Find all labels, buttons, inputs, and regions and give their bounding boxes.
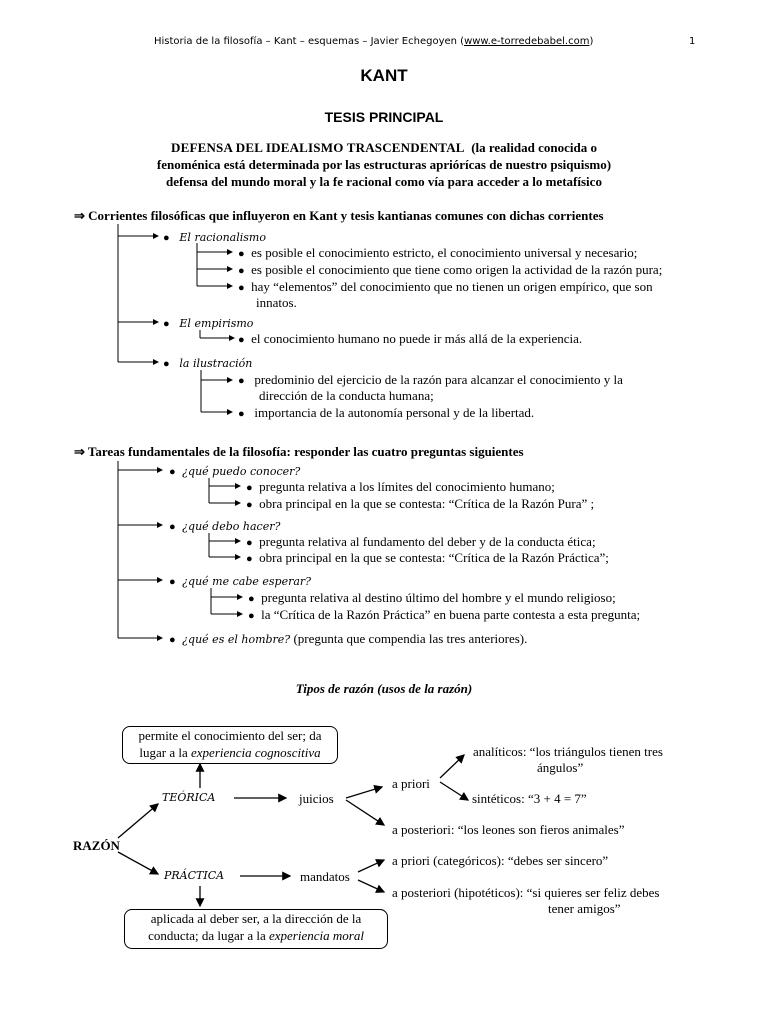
- list-item: ● predominio del ejercicio de la razón para alcanzar el conocimiento y la: [238, 372, 623, 387]
- page-title: KANT: [360, 66, 408, 85]
- root-node: RAZÓN: [73, 838, 120, 853]
- thesis-line-1-rest: (la realidad conocida o: [471, 140, 597, 155]
- hypothetical-node-continuation: tener amigos”: [548, 901, 621, 916]
- group-name: El racionalismo: [179, 231, 266, 244]
- analytic-node-continuation: ángulos”: [537, 760, 584, 775]
- page-number: 1: [689, 36, 696, 47]
- box-line-1: aplicada al deber ser, a la dirección de la: [150, 911, 362, 926]
- group-name: El empirismo: [179, 317, 254, 330]
- practical-node: PRÁCTICA: [164, 869, 225, 882]
- group-name: la ilustración: [179, 357, 253, 370]
- question-text: ¿qué debo hacer?: [182, 520, 281, 533]
- section-2-heading-text: Tareas fundamentales de la filosofía: responder las cuatro preguntas siguientes: [87, 444, 524, 459]
- section-1-heading-text: Corrientes filosóficas que influyeron en Kant y tesis kantianas comunes con dichas corrientes: [88, 208, 604, 223]
- implies-arrow-icon: ⇒: [74, 208, 85, 223]
- list-item: ● obra principal en la que se contesta: “Crítica de la Razón Práctica”;: [246, 550, 609, 565]
- synthetic-node: sintéticos: “3 + 4 = 7”: [472, 791, 587, 806]
- list-item: ● es posible el conocimiento estricto, el conocimiento universal y necesario;: [238, 245, 638, 260]
- box-line-1: permite el conocimiento del ser; da: [138, 728, 322, 743]
- list-item: ● la “Crítica de la Razón Práctica” en buena parte contesta a esta pregunta;: [248, 607, 641, 622]
- list-item: ● es posible el conocimiento que tiene como origen la actividad de la razón pura;: [238, 262, 663, 277]
- list-item-continuation: dirección de la conducta humana;: [259, 388, 434, 403]
- list-item: ● pregunta relativa al fundamento del deber y de la conducta ética;: [246, 534, 596, 549]
- list-item: ● obra principal en la que se contesta: “Crítica de la Razón Pura” ;: [246, 496, 595, 511]
- theoretical-reason-box: [122, 726, 338, 764]
- question-text: ¿qué es el hombre?: [182, 633, 291, 646]
- page-subtitle: TESIS PRINCIPAL: [324, 109, 444, 125]
- list-item: ● importancia de la autonomía personal y de la libertad.: [238, 405, 535, 420]
- implies-arrow-icon: ⇒: [74, 444, 85, 459]
- theoretical-node: TEÓRICA: [162, 791, 216, 804]
- a-priori-node: a priori: [392, 776, 430, 791]
- question-text: ¿qué puedo conocer?: [182, 465, 301, 478]
- question-3: ● ¿qué me cabe esperar?: [169, 575, 312, 588]
- question-1: ● ¿qué puedo conocer?: [169, 465, 301, 478]
- judgments-node: juicios: [299, 791, 334, 806]
- question-2: ● ¿qué debo hacer?: [169, 520, 281, 533]
- question-note: (pregunta que compendia las tres anteriores).: [293, 631, 528, 646]
- hypothetical-node: a posteriori (hipotéticos): “si quieres ser feliz debes: [392, 885, 660, 900]
- practical-reason-box: [124, 909, 388, 949]
- header-suffix: ): [589, 36, 594, 47]
- question-4: ● ¿qué es el hombre? (pregunta que compendia las tres anteriores).: [169, 631, 528, 646]
- diagram-title: Tipos de razón (usos de la razón): [295, 681, 473, 696]
- commands-node: mandatos: [300, 869, 350, 884]
- bullet-icon: ●: [163, 318, 170, 330]
- list-item: ● pregunta relativa a los límites del conocimiento humano;: [246, 479, 555, 494]
- box-line-2: lugar a la experiencia cognoscitiva: [139, 745, 321, 760]
- list-item: ● pregunta relativa al destino último del hombre y el mundo religioso;: [248, 590, 616, 605]
- box-line-2: conducta; da lugar a la experiencia moral: [148, 928, 364, 943]
- list-item: ● el conocimiento humano no puede ir más allá de la experiencia.: [238, 331, 583, 346]
- header-text: Historia de la filosofía – Kant – esquemas – Javier Echegoyen (: [154, 36, 465, 47]
- bullet-icon: ●: [163, 358, 170, 370]
- list-item-continuation: innatos.: [256, 295, 297, 310]
- list-item: ● hay “elementos” del conocimiento que no tienen un origen empírico, que son: [238, 279, 653, 294]
- bullet-icon: ●: [163, 232, 170, 244]
- analytic-node: analíticos: “los triángulos tienen tres: [473, 744, 663, 759]
- question-text: ¿qué me cabe esperar?: [182, 575, 312, 588]
- thesis-line-2: fenoménica está determinada por las estructuras apriórícas de nuestro psiquismo): [156, 157, 612, 172]
- a-posteriori-node: a posteriori: “los leones son fieros animales”: [392, 822, 625, 837]
- header-link[interactable]: www.e-torredebabel.com: [464, 36, 590, 47]
- categorical-node: a priori (categóricos): “debes ser sincero”: [392, 853, 609, 868]
- thesis-line-3: defensa del mundo moral y la fe racional como vía para acceder a lo metafísico: [166, 174, 602, 189]
- thesis-title: DEFENSA DEL IDEALISMO TRASCENDENTAL: [171, 140, 465, 155]
